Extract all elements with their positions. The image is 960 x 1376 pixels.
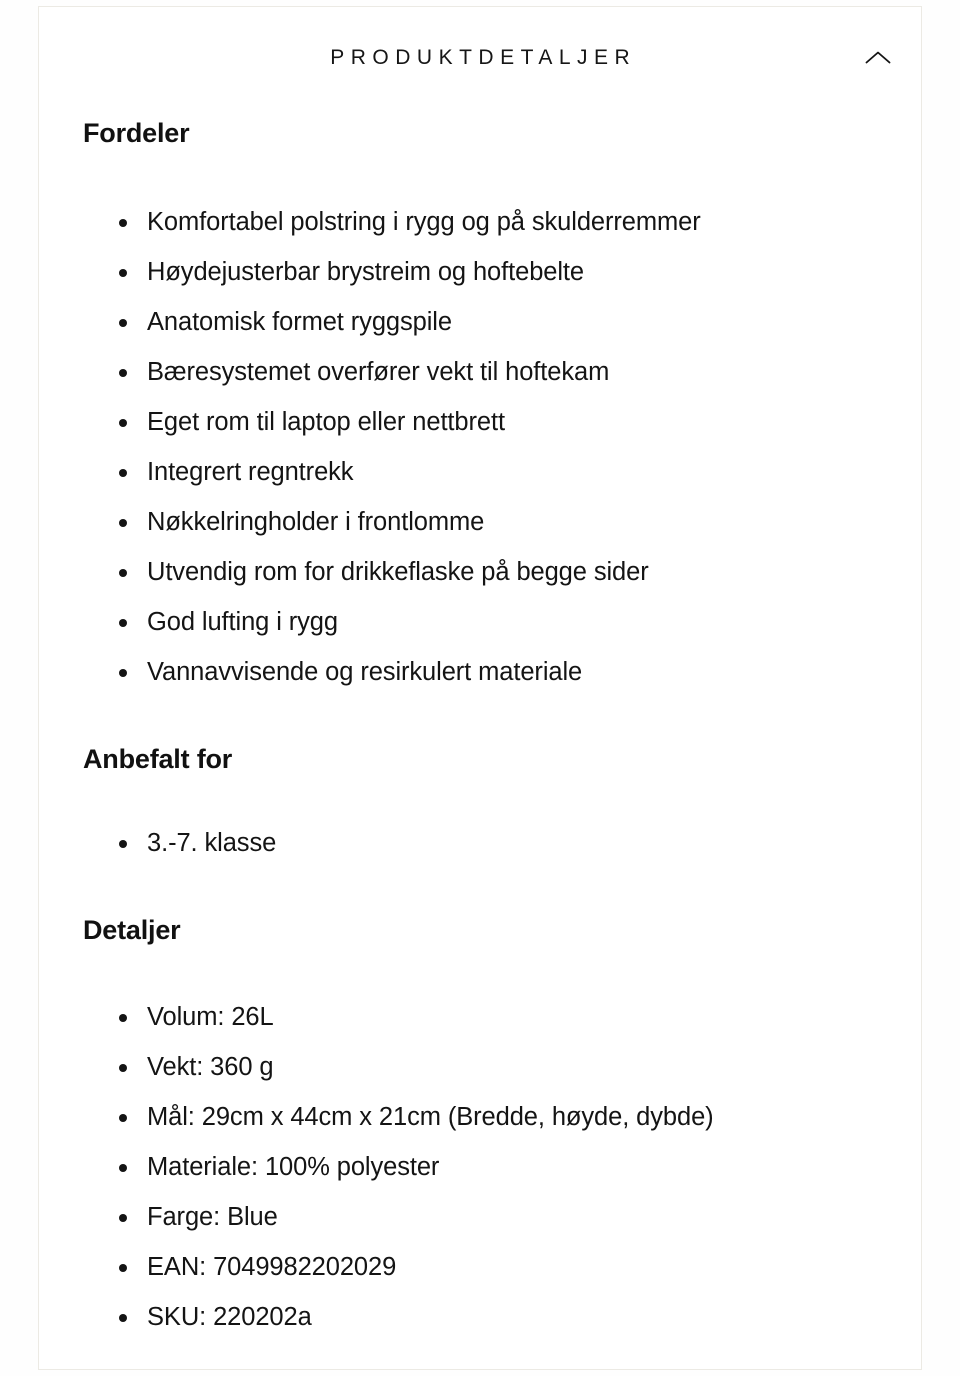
chevron-up-icon[interactable] [861, 45, 895, 69]
list-item: Utvendig rom for drikkeflaske på begge sider [83, 547, 901, 597]
list-item: Nøkkelringholder i frontlomme [83, 497, 901, 547]
list-item: Høydejusterbar brystreim og hoftebelte [83, 247, 901, 297]
list-item: Vekt: 360 g [83, 1042, 901, 1092]
accordion-title: PRODUKTDETALJER [330, 45, 637, 69]
list-item: Mål: 29cm x 44cm x 21cm (Bredde, høyde, dybde) [83, 1092, 901, 1142]
list-item: EAN: 7049982202029 [83, 1242, 901, 1292]
list-item: Anatomisk formet ryggspile [83, 297, 901, 347]
list-item: Materiale: 100% polyester [83, 1142, 901, 1192]
details-list [83, 992, 901, 1342]
list-item: Komfortabel polstring i rygg og på skulderremmer [83, 197, 901, 247]
list-item: Volum: 26L [83, 992, 901, 1042]
product-details-accordion [38, 6, 922, 1370]
list-item: Bæresystemet overfører vekt til hoftekam [83, 347, 901, 397]
list-item: 3.-7. klasse [83, 818, 901, 868]
list-item: SKU: 220202a [83, 1292, 901, 1342]
section-heading-details: Detaljer [83, 915, 181, 946]
accordion-header[interactable] [39, 7, 921, 105]
section-heading-benefits: Fordeler [83, 118, 190, 148]
accordion-content [39, 119, 921, 1342]
list-item: Farge: Blue [83, 1192, 901, 1242]
list-item: God lufting i rygg [83, 597, 901, 647]
chevron-up-glyph [865, 50, 891, 65]
section-heading-recommended-for: Anbefalt for [83, 743, 233, 774]
list-item: Integrert regntrekk [83, 447, 901, 497]
list-item: Vannavvisende og resirkulert materiale [83, 647, 901, 697]
benefits-list [83, 197, 901, 697]
list-item: Eget rom til laptop eller nettbrett [83, 397, 901, 447]
recommended-for-list [83, 818, 901, 868]
